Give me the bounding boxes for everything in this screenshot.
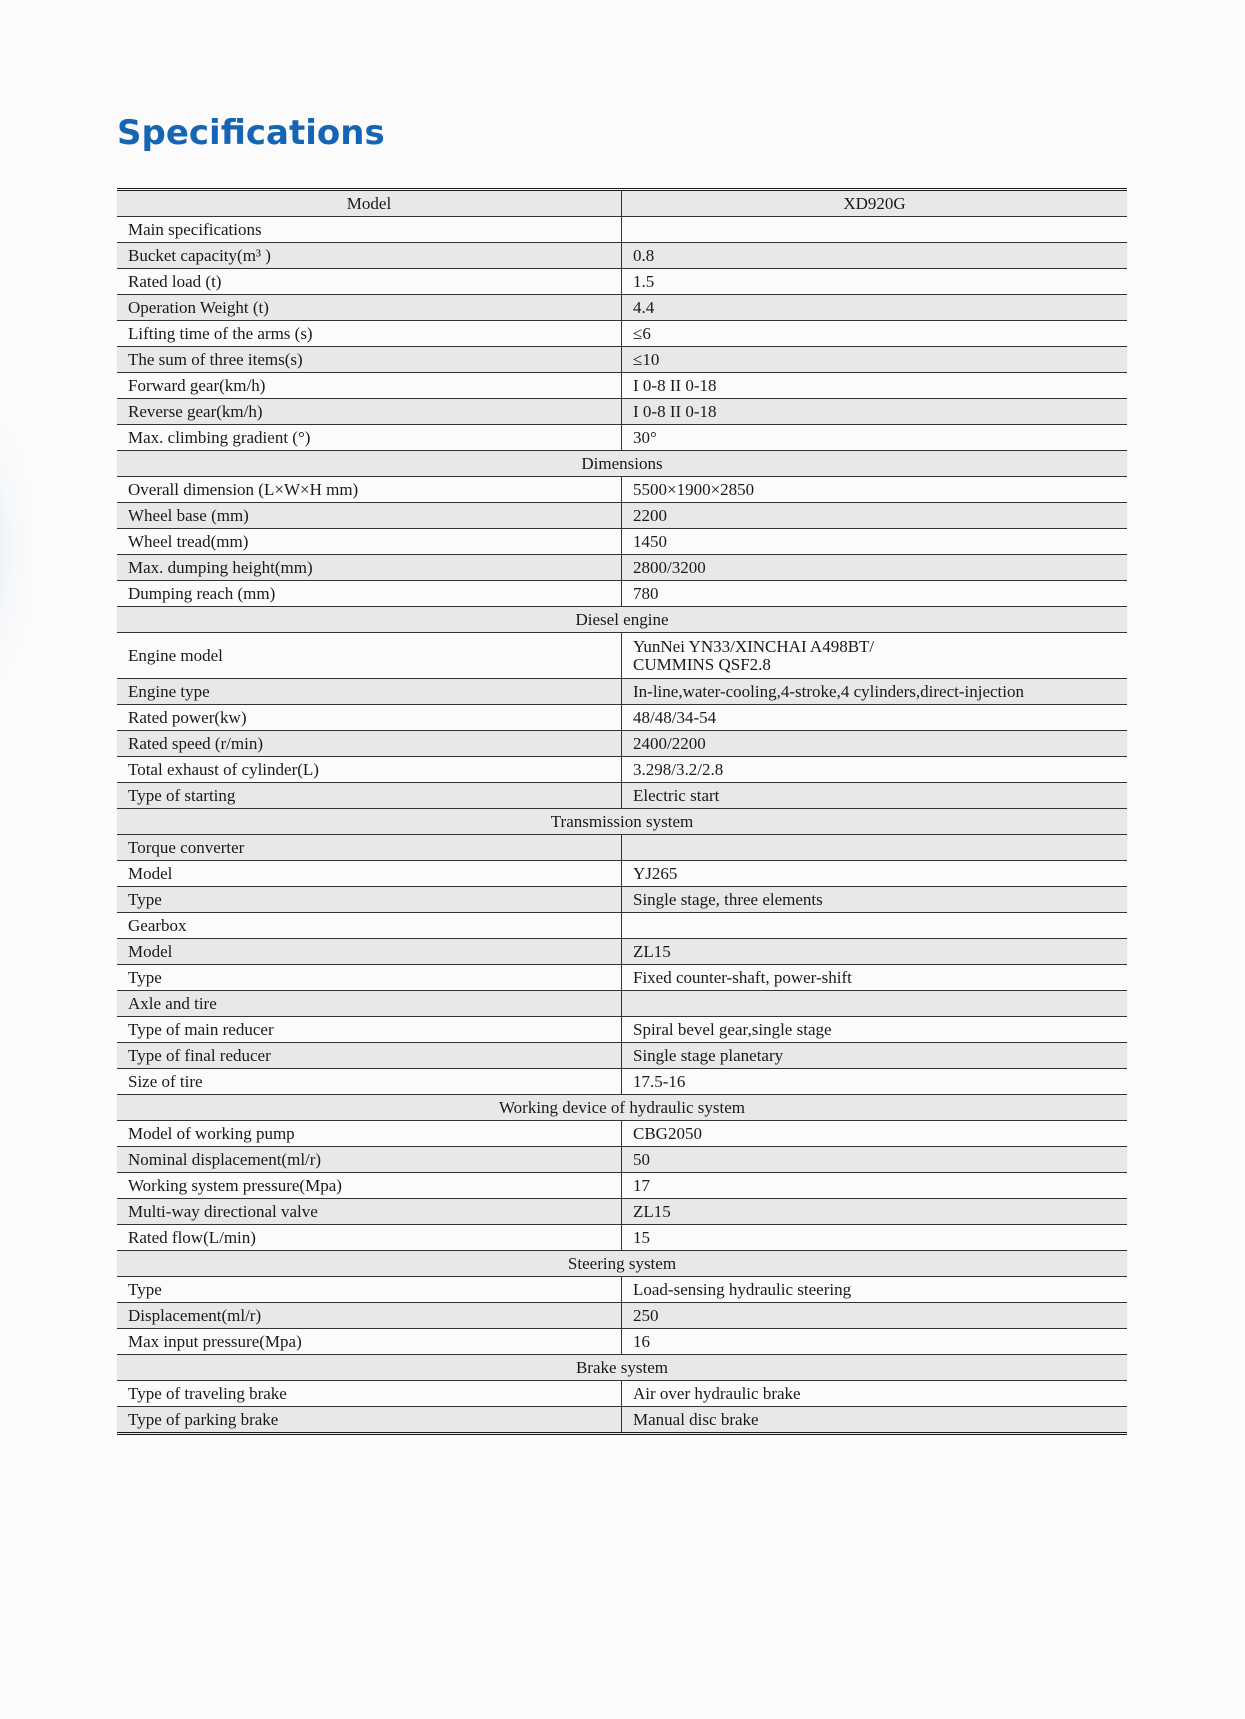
spec-label: Type [117,1277,622,1303]
spec-value [622,633,1128,679]
table-row [117,295,1127,321]
table-row [117,373,1127,399]
table-row [117,477,1127,503]
table-row [117,425,1127,451]
spec-label: Multi-way directional valve [117,1199,622,1225]
spec-label: Overall dimension (L×W×H mm) [117,477,622,503]
table-row [117,321,1127,347]
spec-value: In-line,water-cooling,4-stroke,4 cylinders,direct-injection [622,679,1128,705]
spec-value: 48/48/34-54 [622,705,1128,731]
spec-label: Bucket capacity(m³ ) [117,243,622,269]
table-row [117,965,1127,991]
table-row [117,1199,1127,1225]
side-decoration [0,420,30,680]
spec-value: 17.5-16 [622,1069,1128,1095]
table-row [117,1329,1127,1355]
spec-label: Wheel tread(mm) [117,529,622,555]
spec-label: Rated flow(L/min) [117,1225,622,1251]
table-row [117,1017,1127,1043]
spec-value: Single stage planetary [622,1043,1128,1069]
table-row [117,1381,1127,1407]
table-row [117,861,1127,887]
spec-value [622,991,1128,1017]
spec-value: Load-sensing hydraulic steering [622,1277,1128,1303]
spec-value [622,217,1128,243]
table-row [117,503,1127,529]
section-header-row [117,809,1127,835]
spec-value: Spiral bevel gear,single stage [622,1017,1128,1043]
table-row [117,939,1127,965]
spec-label: Rated power(kw) [117,705,622,731]
spec-value-line: CUMMINS QSF2.8 [633,654,771,674]
spec-value: 30° [622,425,1128,451]
spec-label: Total exhaust of cylinder(L) [117,757,622,783]
spec-label: Max. climbing gradient (°) [117,425,622,451]
table-row [117,217,1127,243]
table-row [117,347,1127,373]
spec-label: Type of main reducer [117,1017,622,1043]
spec-label: Reverse gear(km/h) [117,399,622,425]
spec-value [622,913,1128,939]
table-row [117,731,1127,757]
spec-value: 4.4 [622,295,1128,321]
table-row [117,887,1127,913]
spec-value: 1450 [622,529,1128,555]
table-row [117,679,1127,705]
table-row [117,1225,1127,1251]
spec-value: 1.5 [622,269,1128,295]
table-row [117,1121,1127,1147]
header-model-value: XD920G [622,190,1128,217]
spec-label: Nominal displacement(ml/r) [117,1147,622,1173]
spec-label: Model [117,939,622,965]
spec-label: Operation Weight (t) [117,295,622,321]
spec-value: 2200 [622,503,1128,529]
table-row [117,835,1127,861]
spec-value: 2400/2200 [622,731,1128,757]
spec-value: 15 [622,1225,1128,1251]
spec-value-line: YunNei YN33/XINCHAI A498BT/ [633,636,875,656]
spec-value: 0.8 [622,243,1128,269]
table-row [117,1277,1127,1303]
spec-label: Max. dumping height(mm) [117,555,622,581]
spec-value: Single stage, three elements [622,887,1128,913]
spec-label: Wheel base (mm) [117,503,622,529]
spec-value: Manual disc brake [622,1407,1128,1434]
spec-label: Main specifications [117,217,622,243]
spec-label: Rated load (t) [117,269,622,295]
spec-value: Electric start [622,783,1128,809]
spec-label: Type of parking brake [117,1407,622,1434]
spec-value: Air over hydraulic brake [622,1381,1128,1407]
page-title: Specifications [117,113,385,153]
spec-label: Type of starting [117,783,622,809]
table-row [117,913,1127,939]
spec-value: 16 [622,1329,1128,1355]
spec-label: Lifting time of the arms (s) [117,321,622,347]
spec-label: Torque converter [117,835,622,861]
spec-label: Gearbox [117,913,622,939]
spec-label: Axle and tire [117,991,622,1017]
table-header-row [117,190,1127,217]
spec-value: I 0-8 II 0-18 [622,373,1128,399]
spec-value [622,835,1128,861]
table-row [117,783,1127,809]
table-row [117,1407,1127,1434]
section-header-row [117,1355,1127,1381]
table-row [117,243,1127,269]
section-title: Diesel engine [117,607,1127,633]
table-row [117,705,1127,731]
spec-value: I 0-8 II 0-18 [622,399,1128,425]
spec-value: Fixed counter-shaft, power-shift [622,965,1128,991]
spec-value: 250 [622,1303,1128,1329]
spec-value: 2800/3200 [622,555,1128,581]
spec-value: ZL15 [622,1199,1128,1225]
section-header-row [117,607,1127,633]
table-row [117,1043,1127,1069]
spec-label: Engine model [117,633,622,679]
section-title: Brake system [117,1355,1127,1381]
spec-label: Size of tire [117,1069,622,1095]
spec-value: 3.298/3.2/2.8 [622,757,1128,783]
spec-value: YJ265 [622,861,1128,887]
spec-value: 5500×1900×2850 [622,477,1128,503]
spec-label: Type [117,965,622,991]
spec-label: Dumping reach (mm) [117,581,622,607]
spec-label: Displacement(ml/r) [117,1303,622,1329]
spec-value: CBG2050 [622,1121,1128,1147]
section-title: Dimensions [117,451,1127,477]
table-row [117,529,1127,555]
spec-value: 780 [622,581,1128,607]
section-title: Steering system [117,1251,1127,1277]
section-header-row [117,451,1127,477]
section-header-row [117,1095,1127,1121]
spec-label: Working system pressure(Mpa) [117,1173,622,1199]
spec-value: ≤10 [622,347,1128,373]
table-row [117,1303,1127,1329]
table-row [117,269,1127,295]
spec-label: Engine type [117,679,622,705]
specifications-table-body [117,190,1127,1434]
spec-label: Model of working pump [117,1121,622,1147]
table-row [117,399,1127,425]
spec-label: Model [117,861,622,887]
section-title: Working device of hydraulic system [117,1095,1127,1121]
spec-label: The sum of three items(s) [117,347,622,373]
spec-label: Forward gear(km/h) [117,373,622,399]
spec-label: Type of final reducer [117,1043,622,1069]
spec-label: Type [117,887,622,913]
specifications-table [117,188,1127,1435]
table-row [117,555,1127,581]
section-header-row [117,1251,1127,1277]
spec-label: Rated speed (r/min) [117,731,622,757]
spec-label: Type of traveling brake [117,1381,622,1407]
spec-value: ZL15 [622,939,1128,965]
section-title: Transmission system [117,809,1127,835]
table-row [117,581,1127,607]
table-row [117,991,1127,1017]
table-row [117,1173,1127,1199]
table-row [117,757,1127,783]
table-row [117,1069,1127,1095]
table-row [117,633,1127,679]
spec-value: ≤6 [622,321,1128,347]
spec-value: 17 [622,1173,1128,1199]
table-row [117,1147,1127,1173]
spec-label: Max input pressure(Mpa) [117,1329,622,1355]
spec-value: 50 [622,1147,1128,1173]
header-model-label: Model [117,190,622,217]
